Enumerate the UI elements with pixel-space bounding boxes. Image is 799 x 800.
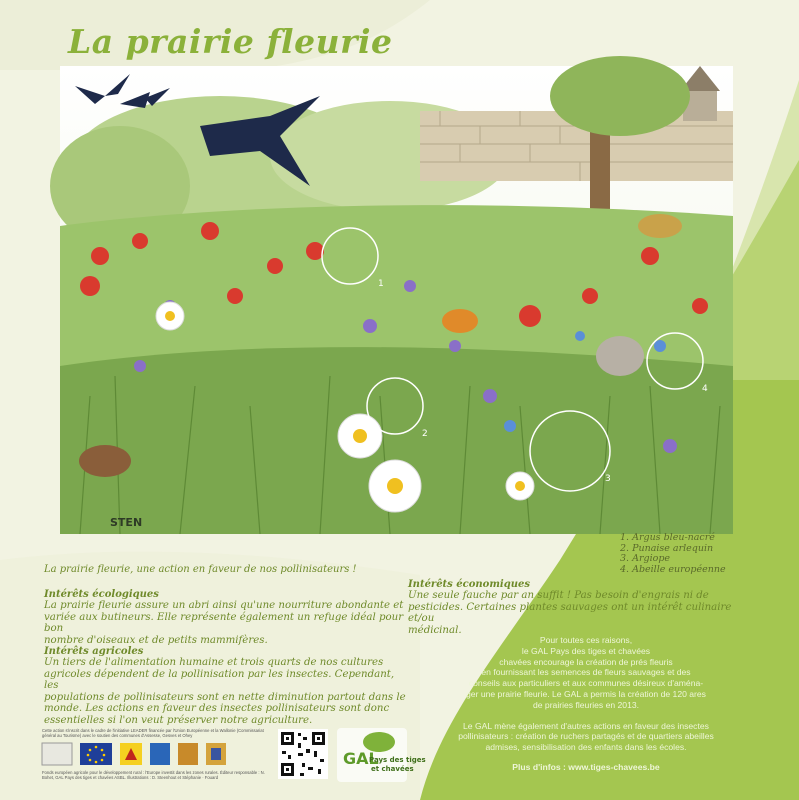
oak-trunk — [590, 126, 610, 221]
grayling-butterfly — [596, 336, 644, 376]
intro-text: La prairie fleurie, une action en faveur de nos pollinisateurs ! — [44, 564, 357, 575]
legend-item: 2. Punaise arlequin — [620, 542, 714, 554]
gal-info-box — [428, 635, 744, 785]
box-line: en fournissant les semences de fleurs sauvages et des — [481, 667, 691, 678]
paragraph-line: pesticides. Certaines plantes sauvages ont un intérêt culinaire et/ou — [408, 601, 732, 624]
gal-logo-text: GAL — [343, 749, 379, 768]
funding-text: Cette action s'inscrit dans le cadre de l'initiative LEADER financée par l'Union Européenne et la Wallonie (Commissariat général au Tourisme) avec le soutien des communes d'Assesse, Gesves et Ohey — [42, 728, 264, 738]
paragraph-line: populations de pollinisateurs sont en nette diminution partout dans le — [44, 691, 406, 703]
funding-logos — [42, 728, 272, 738]
gal-logo — [337, 728, 426, 782]
more-info-link[interactable]: Plus d'infos : www.tiges-chavees.be — [512, 761, 660, 772]
paragraph-line: Une seule fauche par an suffit ! Pas besoin d'engrais ni de — [408, 590, 709, 601]
box-line: Le GAL mène également d'autres actions en faveur des insectes — [463, 720, 709, 731]
section-heading: Intérêts économiques — [408, 579, 530, 590]
box-line: de prairies fleuries en 2013. — [532, 699, 640, 710]
paragraph-line: essentielles si l'on veut préserver notre agriculture. — [44, 714, 313, 726]
qr-code-icon[interactable] — [278, 729, 328, 779]
economic-section — [408, 579, 748, 636]
gesves-crest-icon — [178, 743, 198, 765]
paragraph-line: monde. Les actions en faveur des insectes pollinisateurs sont donc — [44, 703, 390, 714]
paragraph-line: variée aux butineurs. Elle représente également un refuge idéal pour bon — [44, 611, 404, 634]
paragraph-line: médicinal. — [408, 624, 462, 636]
box-line: pollinisateurs : création de ruchers partagés et de quartiers abeilles — [458, 731, 714, 742]
gal-logo-subtitle: et chavées — [371, 765, 414, 773]
ecological-section — [44, 589, 406, 646]
legend-item: 4. Abeille européenne — [620, 563, 726, 575]
marker-3: 3 — [605, 474, 611, 484]
paragraph-line: La prairie fleurie assure un abri ainsi qu'une nourriture abondante et — [44, 600, 404, 611]
paragraph-line: agricoles dépendent de la pollinisation par les insectes. Cependant, les — [44, 668, 395, 691]
gal-logo-subtitle: Pays des tiges — [369, 756, 426, 764]
artist-signature: STEN — [110, 516, 143, 529]
fund-caption-text: Fonds européen agricole pour le développement rural : l'Europe investit dans les zones rurales. Éditeur responsable : N. Bohet, GAL Pays des tiges et chavées ASBL. Illustrations : D. Steenhout et Stéphanie · Fouard — [42, 770, 265, 780]
agricultural-section — [44, 646, 406, 726]
box-line: le GAL Pays des tiges et chavées — [521, 645, 651, 656]
partner-logo-row — [42, 742, 272, 768]
page-title: La prairie fleurie — [68, 22, 393, 61]
section-heading: Intérêts agricoles — [44, 646, 144, 657]
peacock-butterfly — [442, 309, 478, 333]
marker-1: 1 — [378, 279, 384, 289]
box-line: Pour toutes ces raisons, — [539, 635, 633, 645]
marker-4: 4 — [702, 384, 708, 394]
assesse-crest-icon — [150, 743, 170, 765]
box-line: chavées encourage la création de prés fleuris — [499, 656, 673, 667]
marker-2: 2 — [422, 429, 428, 439]
box-line: ger une prairie fleurie. Le GAL a permis la création de 120 ares — [466, 688, 706, 699]
mouse — [79, 445, 131, 477]
box-line: conseils aux particuliers et aux communes désireux d'aména- — [468, 678, 704, 689]
meadow-illustration — [60, 66, 733, 534]
legend-item: 3. Argiope — [620, 553, 671, 564]
section-heading: Intérêts écologiques — [44, 589, 159, 600]
fund-caption — [42, 770, 272, 780]
paragraph-line: nombre d'oiseaux et de petits mammifères. — [44, 634, 268, 646]
leader-logo — [42, 743, 72, 765]
legend-item: 1. Argus bleu-nacré — [620, 532, 715, 543]
box-line: admises, sensibilisation des enfants dans les écoles. — [485, 742, 687, 753]
illustration-legend — [620, 533, 726, 575]
goldfinch — [638, 214, 682, 238]
oak-canopy — [550, 56, 690, 136]
paragraph-line: Un tiers de l'alimentation humaine et trois quarts de nos cultures — [44, 657, 384, 668]
